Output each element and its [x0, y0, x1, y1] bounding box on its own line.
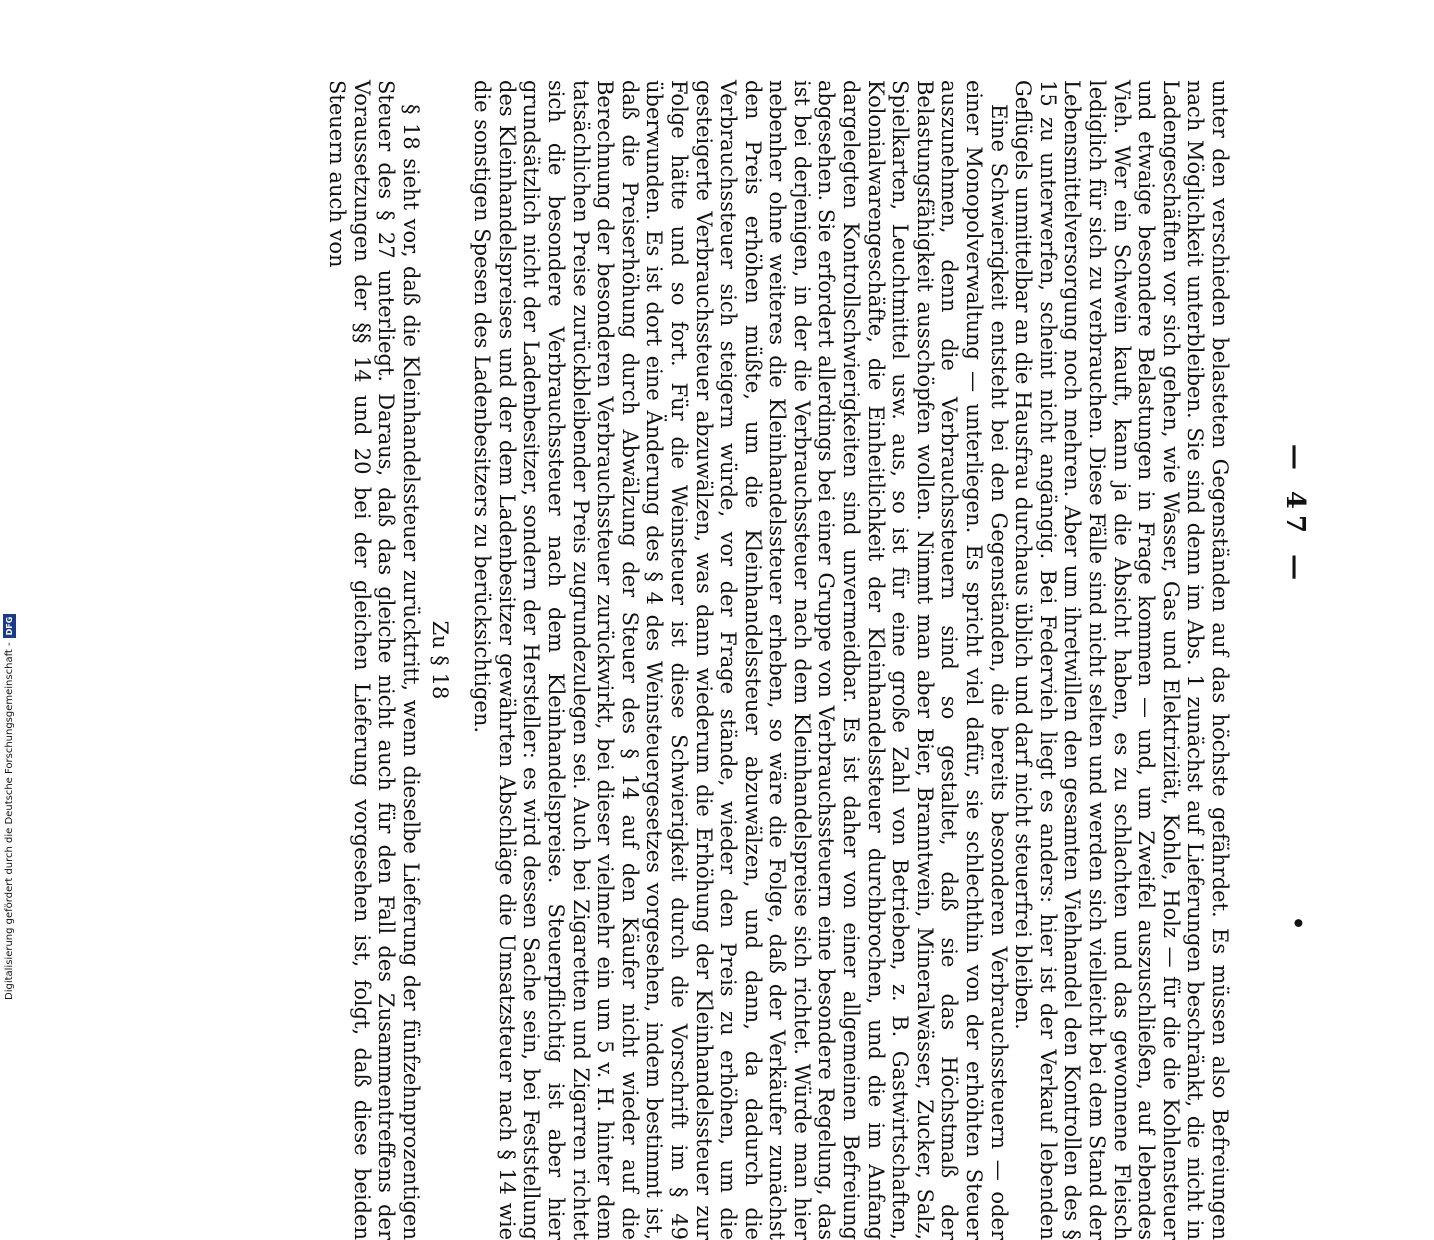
page-number: — 47 —: [1280, 443, 1310, 587]
rotated-text-block: [150, 80, 1310, 1240]
funding-credit: [3, 614, 16, 1000]
section-heading: Zu § 18: [427, 620, 452, 700]
body-text: [325, 80, 1232, 1240]
section-paragraph: § 18 sieht vor, daß die Kleinhandelssteuer zurücktritt, wenn dieselbe Lieferung der fünfzehnprozentigen Steuer des § 27 unterliegt. Daraus, daß das gleiche nicht auch für den Fall des Zusammentreffens der Voraussetzungen der §§ 14 und 20 bei der gleichen Lieferung vorgesehen ist, folgt, daß diese beiden Steuern auch von: [325, 80, 423, 1240]
corner-mark: •: [1284, 915, 1310, 930]
paragraph-1: unter den verschieden belasteten Gegenständen auf das höchste gefährdet. Es müssen also Befreiungen nach Möglichkeit unterbleiben. Sie sind denn im Abs. 1 zunächst auf Lieferungen beschränkt, die nicht in Ladengeschäften vor sich gehen, wie Wasser, Gas und Elektrizität, Kohle, Holz — für die die Kohlensteuer und etwaige besondere Belastungen in Frage kommen — und, um Zweifel auszuschließen, auf lebendes Vieh. Wer ein Schwein kauft, kann ja die Absicht haben, es zu schlachten und das gewonnene Fleisch lediglich für sich zu verbrauchen. Diese Fälle sind nicht selten und werden sich vielleicht bei dem Stand der Lebensmittelversorgung noch mehren. Aber um ihretwillen den gesamten Viehhandel den Kontrollen des § 15 zu unterwerfen, scheint nicht angängig. Bei Federvieh liegt es anders: hier ist der Verkauf lebenden Geflügels unmittelbar an die Hausfrau durchaus üblich und darf nicht steuerfrei bleiben.: [1011, 80, 1232, 1240]
paragraph-2: Eine Schwierigkeit entsteht bei den Gegenständen, die bereits besonderen Verbrauchssteuern — oder einer Monopolverwaltung — unterliegen. Es spricht viel dafür, sie schlechthin von der erhöhten Steuer auszunehmen, denn die Verbrauchssteuern sind so gestaltet, daß sie das Höchstmaß der Belastungsfähigkeit ausschöpfen wollen. Nimmt man aber Bier, Branntwein, Mineralwässer, Zucker, Salz, Spielkarten, Leuchtmittel usw. aus, so ist für eine große Zahl von Betrieben, z. B. Gastwirtschaften, Kolonialwarengeschäfte, die Einheitlichkeit der Kleinhandelssteuer durchbrochen, und die im Anfang dargelegten Kontrollschwierigkeiten sind unvermeidbar. Es ist daher von einer allgemeinen Befreiung abgesehen. Sie erfordert allerdings bei einer Gruppe von Verbrauchssteuern eine besondere Regelung, das ist bei derjenigen, in der die Verbrauchssteuer nach dem Kleinhandelspreise sich richtet. Würde man hier nebenher ohne weiteres die Kleinhandelssteuer erheben, so wäre die Folge, daß der Verkäufer zunächst den Preis erhöhen müßte, um die Kleinhandelssteuer abzuwälzen, und dann, da dadurch die Verbrauchssteuer sich steigern würde, vor der Frage stände, wieder den Preis zu erhöhen, um die gesteigerte Verbrauchssteuer abzuwälzen, was dann wiederum die Erhöhung der Kleinhandelssteuer zur Folge hätte und so fort. Für die Weinsteuer ist diese Schwierigkeit durch die Vorschrift im § 49 überwunden. Es ist dort eine Änderung des § 4 des Weinsteuergesetzes vorgesehen, indem bestimmt ist, daß die Preiserhöhung durch Abwälzung der Steuer des § 14 auf den Käufer nicht wieder auf die Berechnung der besonderen Verbrauchssteuer zurückwirkt, bei dieser vielmehr ein um 5 v. H. hinter dem tatsächlichen Preise zurückbleibender Preis zugrundezulegen sei. Auch bei Zigaretten und Zigarren richtet sich die besondere Verbrauchssteuer nach dem Kleinhandelspreise. Steuerpflichtig ist aber hier grundsätzlich nicht der Ladenbesitzer, sondern der Hersteller: es wird dessen Sache sein, bei Feststellung des Kleinhandelspreises und der dem Ladenbesitzer gewährten Abschläge die Umsatzsteuer nach § 14 wie die sonstigen Spesen des Ladenbesitzers zu berücksichtigen.: [470, 80, 1011, 1240]
credit-text: Digitalisierung gefördert durch die Deutsche Forschungsgemeinschaft -: [4, 642, 15, 1000]
dfg-logo: DFG: [3, 614, 16, 639]
